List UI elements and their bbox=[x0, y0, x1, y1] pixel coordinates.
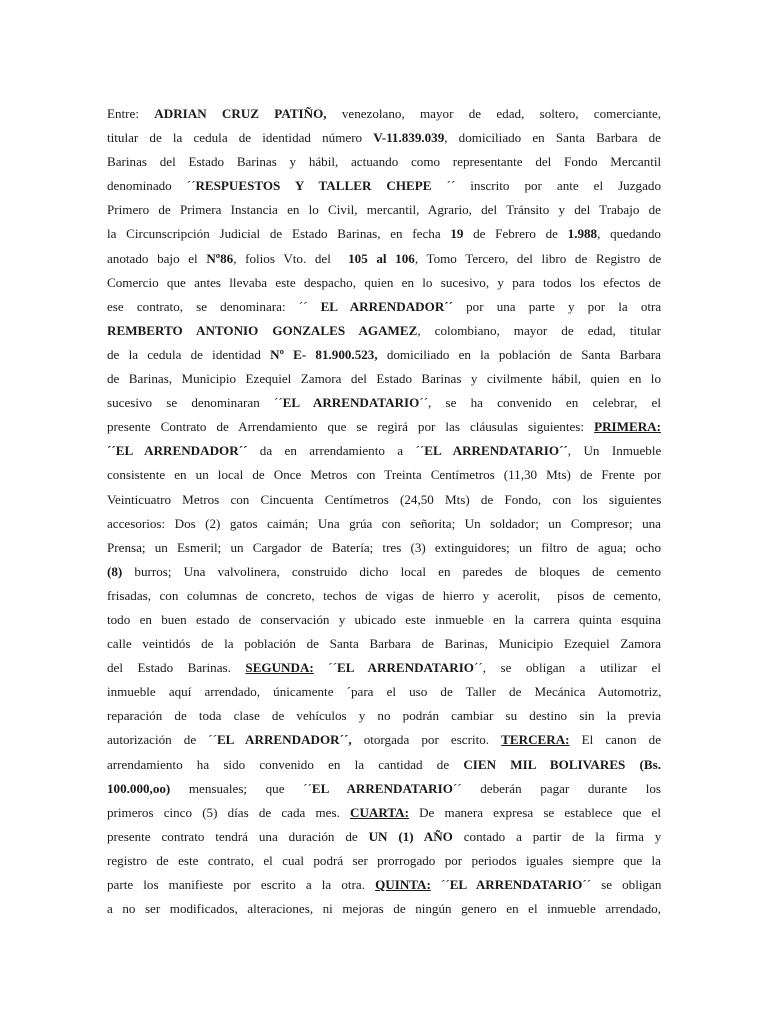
text-segment: burros; Una valvolinera, construido dicho local en paredes de bloques de cemento bbox=[122, 563, 661, 579]
text-segment: Entre: bbox=[107, 106, 155, 121]
bold-text: 1.988 bbox=[567, 226, 598, 242]
text-line bbox=[107, 319, 661, 343]
bold-text: EL ARRENDADOR´´, bbox=[216, 732, 352, 748]
clause-heading: TERCERA: bbox=[501, 732, 570, 748]
text-segment: ´´, se ha convenido en celebrar, el bbox=[419, 395, 661, 411]
text-segment: , folios Vto. del bbox=[233, 250, 349, 266]
clause-heading: QUINTA: bbox=[375, 877, 431, 892]
text-line bbox=[107, 150, 661, 174]
text-segment: , Tomo Tercero, del libro de Registro de bbox=[414, 250, 661, 266]
text-line bbox=[107, 801, 661, 825]
text-segment: ´´, se obligan a utilizar el bbox=[473, 660, 661, 676]
text-segment: Barinas del Estado Barinas y hábil, actuando como representante del Fondo Mercantil bbox=[107, 154, 661, 170]
text-segment: venezolano, mayor de edad, soltero, comerciante, bbox=[326, 106, 661, 121]
text-line bbox=[107, 415, 661, 439]
text-segment: mensuales; que ´´ bbox=[170, 780, 312, 796]
document-body bbox=[107, 102, 661, 921]
text-segment: El canon de bbox=[569, 732, 661, 748]
text-segment: da en arrendamiento a ´´ bbox=[247, 443, 425, 459]
text-line bbox=[107, 728, 661, 752]
text-line bbox=[107, 391, 661, 415]
bold-text: EL ARRENDATARIO bbox=[311, 780, 453, 796]
text-line bbox=[107, 174, 661, 198]
bold-text: EL ARRENDATARIO bbox=[282, 395, 420, 411]
bold-text: EL ARRENDATARIO´´ bbox=[424, 443, 568, 459]
text-segment: contado a partir de la firma y bbox=[452, 828, 661, 844]
bold-text: EL ARRENDATARIO bbox=[449, 877, 583, 892]
text-segment: autorización de ´´ bbox=[107, 732, 217, 748]
clause-heading: PRIMERA: bbox=[594, 419, 661, 435]
text-line bbox=[107, 343, 661, 367]
text-segment: a no ser modificados, alteraciones, ni mejoras de ningún genero en el inmueble arrendado, bbox=[107, 901, 661, 917]
text-line bbox=[107, 873, 661, 897]
text-line bbox=[107, 704, 661, 728]
text-segment: accesorios: Dos (2) gatos caimán; Una grúa con señorita; Un soldador; un Compresor; una bbox=[107, 515, 661, 531]
text-line bbox=[107, 825, 661, 849]
bold-text: 19 bbox=[450, 226, 464, 242]
text-line bbox=[107, 536, 661, 560]
bold-text: (8) bbox=[107, 563, 123, 579]
bold-text: ADRIAN CRUZ PATIÑO, bbox=[154, 106, 327, 121]
text-segment: ´´ se obligan bbox=[582, 877, 661, 892]
text-segment: de Barinas, Municipio Ezequiel Zamora del Estado Barinas y civilmente hábil, quien en lo bbox=[107, 371, 661, 387]
text-segment: primeros cinco (5) días de cada mes. bbox=[107, 804, 350, 820]
text-segment: reparación de toda clase de vehículos y no podrán cambiar su destino sin la previa bbox=[107, 708, 661, 724]
text-line bbox=[107, 512, 661, 536]
bold-text: CIEN MIL BOLIVARES (Bs. bbox=[463, 756, 661, 772]
text-line bbox=[107, 271, 661, 295]
text-segment: domiciliado en la población de Santa Barbara bbox=[377, 346, 661, 362]
text-line bbox=[107, 632, 661, 656]
text-segment: de Febrero de bbox=[463, 226, 568, 242]
text-line bbox=[107, 222, 661, 246]
text-segment: ´´ bbox=[313, 660, 338, 676]
text-line bbox=[107, 680, 661, 704]
text-segment: ´´ inscrito por ante el Juzgado bbox=[431, 178, 661, 194]
text-line bbox=[107, 849, 661, 873]
text-line bbox=[107, 608, 661, 632]
text-segment: consistente en un local de Once Metros con Treinta Centímetros (11,30 Mts) de Frente por bbox=[107, 467, 661, 483]
text-segment: sucesivo se denominaran ´´ bbox=[107, 395, 283, 411]
text-line bbox=[107, 463, 661, 487]
text-segment: Veinticuatro Metros con Cincuenta Centímetros (24,50 Mts) de Fondo, con los siguientes bbox=[107, 491, 661, 507]
bold-text: EL ARRENDATARIO bbox=[337, 660, 474, 676]
text-segment: De manera expresa se establece que el bbox=[408, 804, 661, 820]
bold-text: RESPUESTOS Y TALLER CHEPE bbox=[195, 178, 432, 194]
text-line bbox=[107, 488, 661, 512]
text-segment: todo en buen estado de conservación y ubicado este inmueble en la carrera quinta esquina bbox=[107, 611, 661, 627]
text-segment: Primero de Primera Instancia en lo Civil, mercantil, Agrario, del Tránsito y del Trabajo de bbox=[107, 202, 661, 218]
text-line bbox=[107, 656, 661, 680]
text-line bbox=[107, 367, 661, 391]
bold-text: Nº86 bbox=[206, 250, 234, 266]
text-line bbox=[107, 439, 661, 463]
bold-text: Nº E- 81.900.523, bbox=[270, 346, 378, 362]
text-segment: , quedando bbox=[597, 226, 661, 242]
clause-heading: SEGUNDA: bbox=[245, 660, 314, 676]
bold-text: 100.000,oo) bbox=[107, 780, 171, 796]
bold-text: EL ARRENDADOR´´ bbox=[320, 298, 453, 314]
text-line bbox=[107, 247, 661, 271]
bold-text: UN (1) AÑO bbox=[368, 828, 453, 844]
text-line bbox=[107, 102, 661, 126]
text-segment: , colombiano, mayor de edad, titular bbox=[417, 322, 661, 338]
text-line bbox=[107, 295, 661, 319]
text-segment: ´´ bbox=[430, 877, 450, 892]
text-line bbox=[107, 198, 661, 222]
text-segment: por una parte y por la otra bbox=[453, 298, 661, 314]
text-segment: de la cedula de identidad bbox=[107, 346, 271, 362]
text-segment: , Un Inmueble bbox=[567, 443, 661, 459]
text-line bbox=[107, 777, 661, 801]
bold-text: 105 al 106 bbox=[348, 250, 415, 266]
text-segment: presente contrato tendrá una duración de bbox=[107, 828, 369, 844]
text-line bbox=[107, 560, 661, 584]
bold-text: ´´EL ARRENDADOR´´ bbox=[107, 443, 248, 459]
text-line bbox=[107, 897, 661, 921]
text-segment: del Estado Barinas. bbox=[107, 660, 246, 676]
text-segment: , domiciliado en Santa Barbara de bbox=[444, 130, 661, 146]
bold-text: V-11.839.039 bbox=[373, 130, 445, 146]
bold-text: REMBERTO ANTONIO GONZALES AGAMEZ bbox=[107, 322, 418, 338]
text-segment: inmueble aquí arrendado, únicamente ´para el uso de Taller de Mecánica Automotriz, bbox=[107, 684, 661, 700]
text-segment: anotado bajo el bbox=[107, 250, 207, 266]
text-segment: ´´ deberán pagar durante los bbox=[452, 780, 661, 796]
text-segment: registro de este contrato, el cual podrá ser prorrogado por periodos iguales siempre que la bbox=[107, 852, 661, 868]
text-segment: denominado ´´ bbox=[107, 178, 196, 194]
text-segment: calle veintidós de la población de Santa Barbara de Barinas, Municipio Ezequiel Zamora bbox=[107, 636, 661, 652]
text-segment: ese contrato, se denominara: ´´ bbox=[107, 298, 321, 314]
text-segment: la Circunscripción Judicial de Estado Barinas, en fecha bbox=[107, 226, 451, 242]
text-segment: frisadas, con columnas de concreto, techos de vigas de hierro y acerolit, pisos de cemento, bbox=[107, 587, 661, 603]
text-segment: Prensa; un Esmeril; un Cargador de Batería; tres (3) extinguidores; un filtro de agua; ocho bbox=[107, 539, 661, 555]
text-segment: titular de la cedula de identidad número bbox=[107, 130, 374, 146]
text-line bbox=[107, 584, 661, 608]
text-segment: presente Contrato de Arrendamiento que se regirá por las cláusulas siguientes: bbox=[107, 419, 595, 435]
text-line bbox=[107, 126, 661, 150]
clause-heading: CUARTA: bbox=[350, 804, 409, 820]
text-segment: Comercio que antes llevaba este despacho, quien en lo sucesivo, y para todos los efectos de bbox=[107, 274, 661, 290]
text-line bbox=[107, 753, 661, 777]
text-segment: arrendamiento ha sido convenido en la cantidad de bbox=[107, 756, 464, 772]
text-segment: otorgada por escrito. bbox=[351, 732, 502, 748]
text-segment: parte los manifieste por escrito a la otra. bbox=[107, 877, 376, 892]
